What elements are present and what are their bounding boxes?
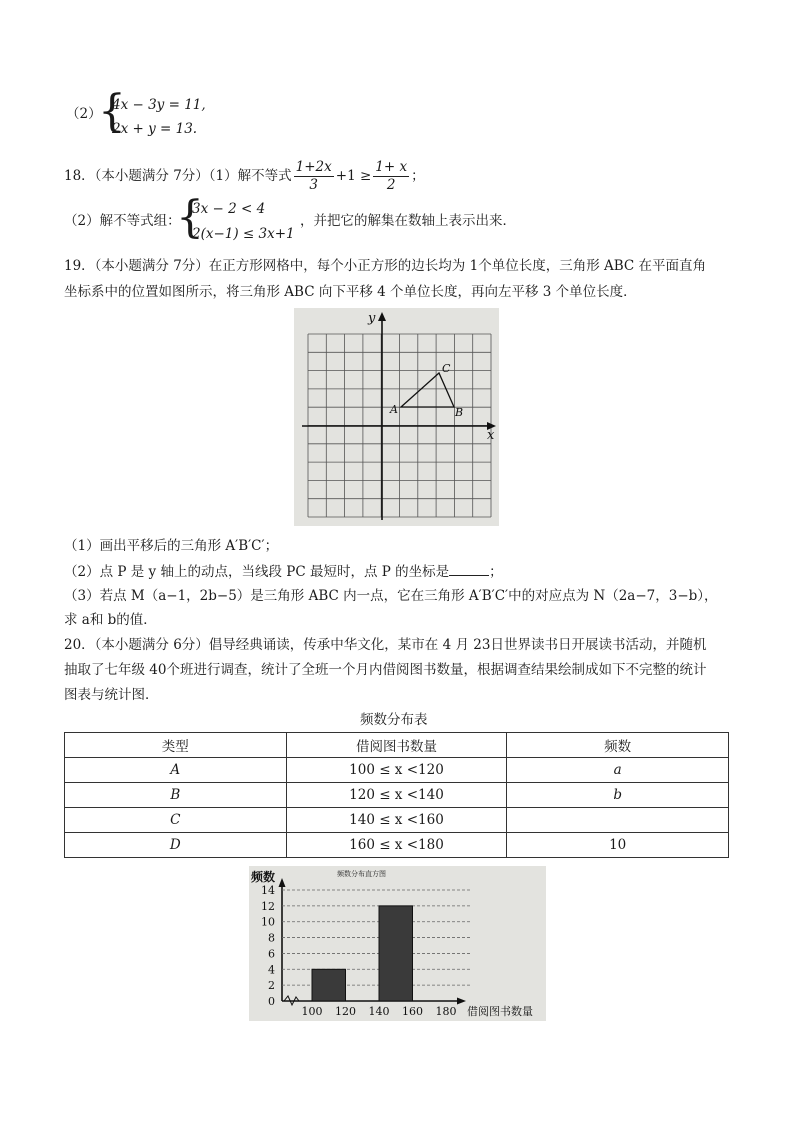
q19-sub3-line1: （3）若点 M（a−1，2b−5）是三角形 ABC 内一点，它在三角形 A′B′C′中的对应点为 N（2a−7，3−b）， <box>64 588 718 604</box>
q19-sub2-text: （2）点 P 是 y 轴上的动点，当线段 PC 最短时，点 P 的坐标是 <box>64 564 450 580</box>
q18-prefix: 18．（本小题满分 7分）（1）解不等式 <box>64 168 292 184</box>
hist-y-tick-label: 10 <box>261 915 275 929</box>
histogram-bar <box>379 906 413 1001</box>
q18-frac2: $\frac{1+ x}{2}$ <box>375 159 408 193</box>
histogram-bar <box>312 969 346 1001</box>
histogram-figure <box>249 866 546 1021</box>
q20-line1: 20．（本小题满分 6分）倡导经典诵读，传承中华文化，某市在 4 月 23日世界读书日开展读书活动，并随机 <box>64 637 707 653</box>
answer-blank[interactable] <box>449 563 489 576</box>
q19-sub2 <box>64 563 503 581</box>
q18-end: ； <box>411 168 425 184</box>
q18-part2-suffix: ，并把它的解集在数轴上表示出来． <box>300 213 516 229</box>
point-a-label: A <box>390 403 398 416</box>
hist-x-tick-label: 120 <box>335 1005 356 1018</box>
q20-line3: 图表与统计图． <box>64 687 159 703</box>
table-cell: B <box>65 783 287 808</box>
table-cell: a <box>507 758 729 783</box>
histogram-svg <box>249 866 546 1021</box>
hist-y-tick-label: 0 <box>268 995 275 1008</box>
q19-line2: 坐标系中的位置如图所示，将三角形 ABC 向下平移 4 个单位长度，再向左平移 3 个单位长度． <box>64 284 637 300</box>
q18-part1 <box>64 158 425 194</box>
coordinate-grid-figure <box>294 308 499 526</box>
table-row <box>65 783 729 808</box>
hist-y-tick-label: 2 <box>268 979 275 993</box>
x-axis-label: x <box>487 428 495 443</box>
q19-line1: 19．（本小题满分 7分）在正方形网格中，每个小正方形的边长均为 1个单位长度，三角形 ABC 在平面直角 <box>64 258 707 274</box>
q19-sub1: （1）画出平移后的三角形 A′B′C′； <box>64 538 279 554</box>
hist-y-tick-label: 4 <box>268 963 275 977</box>
point-c-label: C <box>442 362 451 375</box>
q20-line2: 抽取了七年级 40个班进行调查，统计了全班一个月内借阅图书数量，根据调查结果绘制成如下不完整的统计 <box>64 662 707 678</box>
hist-x-arrow <box>457 998 466 1005</box>
table-cell: A <box>65 758 287 783</box>
table-cell: 100 ≤ x <120 <box>286 758 507 783</box>
coordinate-grid-svg <box>294 308 499 526</box>
table-cell: 160 ≤ x <180 <box>286 833 507 858</box>
table-header: 类型 <box>65 733 287 758</box>
hist-y-arrow <box>279 878 286 887</box>
table-cell: b <box>507 783 729 808</box>
table-row <box>65 833 729 858</box>
table-row <box>65 808 729 833</box>
y-axis-label: y <box>368 311 376 326</box>
hist-x-tick-label: 100 <box>301 1005 323 1018</box>
table-title: 频数分布表 <box>360 712 428 728</box>
q18-frac1: $\frac{1+2x}{3}$ <box>295 159 332 193</box>
q17-label: （2） <box>66 106 102 122</box>
hist-y-tick-label: 8 <box>268 931 275 945</box>
table-cell: 140 ≤ x <160 <box>286 808 507 833</box>
frequency-table <box>64 732 729 858</box>
q19-sub2-end: ； <box>489 564 503 580</box>
table-row <box>65 758 729 783</box>
q18-brace: { <box>176 192 204 243</box>
table-header: 借阅图书数量 <box>286 733 507 758</box>
hist-y-tick-label: 6 <box>268 947 275 961</box>
q18-middle: +1 ≥ <box>335 168 372 184</box>
y-axis-arrow <box>378 312 386 321</box>
hist-x-tick-label: 180 <box>435 1005 457 1018</box>
hist-x-tick-label: 140 <box>368 1005 390 1018</box>
q18-ineq1: 3x − 2 < 4 <box>192 201 266 217</box>
table-cell: 10 <box>507 833 729 858</box>
table-header-row <box>65 733 729 758</box>
q19-sub3-line2: 求 a和 b的值． <box>64 612 157 628</box>
table-cell <box>507 808 729 833</box>
q17-brace: { <box>98 86 126 137</box>
q18-ineq2: 2(x−1) ≤ 3x+1 <box>192 226 295 242</box>
q17-eq2: 2x + y = 13. <box>112 121 198 137</box>
table-cell: 120 ≤ x <140 <box>286 783 507 808</box>
q17-eq1: 4x − 3y = 11, <box>112 97 206 113</box>
hist-y-tick-label: 12 <box>261 899 275 913</box>
hist-y-tick-label: 14 <box>261 884 275 897</box>
hist-xlabel: 借阅图书数量 <box>467 1005 533 1018</box>
table-header: 频数 <box>507 733 729 758</box>
hist-x-tick-label: 160 <box>402 1005 423 1018</box>
hist-ylabel: 频数 <box>251 870 276 884</box>
triangle-abc <box>401 373 454 407</box>
point-b-label: B <box>455 406 464 419</box>
q18-part2-label: （2）解不等式组： <box>64 213 181 229</box>
hist-title: 频数分布直方图 <box>337 870 386 878</box>
table-cell: C <box>65 808 287 833</box>
table-cell: D <box>65 833 287 858</box>
